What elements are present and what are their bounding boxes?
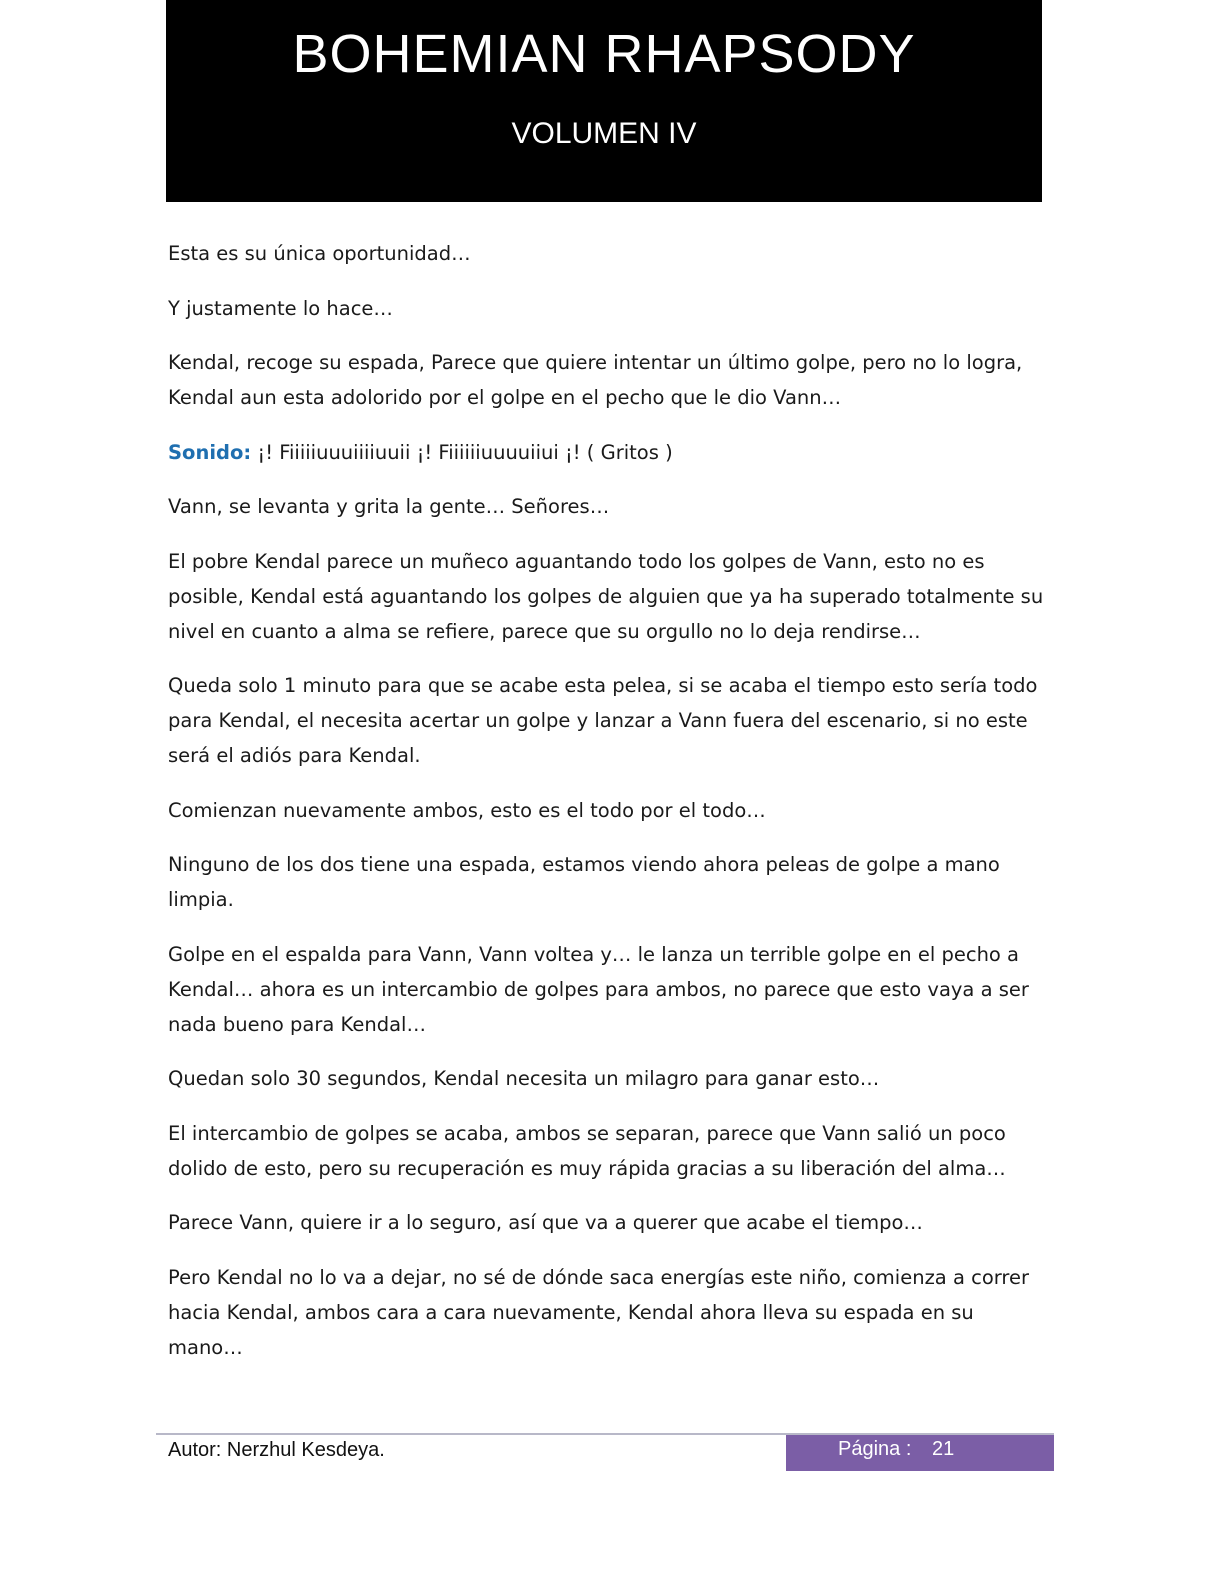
page-number: 21: [932, 1438, 955, 1460]
page-number-box: [786, 1435, 1054, 1471]
title-banner: [166, 0, 1042, 202]
paragraph: Y justamente lo hace…: [168, 296, 393, 320]
volume-subtitle: VOLUMEN IV: [511, 117, 697, 150]
page-label: Página :: [838, 1438, 912, 1460]
paragraph: Golpe en el espalda para Vann, Vann voltea y… le lanza un terrible golpe en el pecho a Kendal… ahora es un intercambio de golpes para ambos, no parece que esto vaya a ser nada bueno para Kendal…: [168, 942, 1029, 1036]
paragraph: Kendal, recoge su espada, Parece que quiere intentar un último golpe, pero no lo logra, Kendal aun esta adolorido por el golpe en el pecho que le dio Vann…: [168, 351, 1023, 409]
page-body: [168, 236, 1048, 1384]
sound-text: ¡! Fiiiiiuuuiiiiuuii ¡! Fiiiiiiuuuuiiui ¡! ( Gritos ): [251, 440, 673, 464]
paragraph: El pobre Kendal parece un muñeco aguantando todo los golpes de Vann, esto no es posible, Kendal está aguantando los golpes de alguien que ya ha superado totalmente su nivel en cuanto a alma se refiere, parece que su orgullo no lo deja rendirse…: [168, 549, 1044, 643]
paragraph: Esta es su única oportunidad…: [168, 242, 471, 265]
paragraph: Comienzan nuevamente ambos, esto es el todo por el todo…: [168, 798, 766, 822]
sound-label: Sonido:: [168, 440, 252, 464]
paragraph: Queda solo 1 minuto para que se acabe esta pelea, si se acaba el tiempo esto sería todo para Kendal, el necesita acertar un golpe y lanzar a Vann fuera del escenario, si no este será el adiós para Kendal.: [168, 674, 1038, 767]
paragraph: Vann, se levanta y grita la gente… Señores…: [168, 495, 610, 518]
sound-paragraph: [168, 435, 1048, 470]
paragraph: Ninguno de los dos tiene una espada, estamos viendo ahora peleas de golpe a mano limpia.: [168, 853, 1000, 911]
paragraph: El intercambio de golpes se acaba, ambos se separan, parece que Vann salió un poco dolido de esto, pero su recuperación es muy rápida gracias a su liberación del alma…: [168, 1121, 1006, 1180]
paragraph: Quedan solo 30 segundos, Kendal necesita un milagro para ganar esto…: [168, 1067, 880, 1090]
paragraph: Pero Kendal no lo va a dejar, no sé de dónde saca energías este niño, comienza a correr hacia Kendal, ambos cara a cara nuevamente, Kendal ahora lleva su espada en su mano…: [168, 1265, 1030, 1359]
footer-author: Autor: Nerzhul Kesdeya.: [168, 1439, 385, 1461]
book-title: BOHEMIAN RHAPSODY: [292, 24, 916, 84]
paragraph: Parece Vann, quiere ir a lo seguro, así que va a querer que acabe el tiempo…: [168, 1211, 923, 1234]
